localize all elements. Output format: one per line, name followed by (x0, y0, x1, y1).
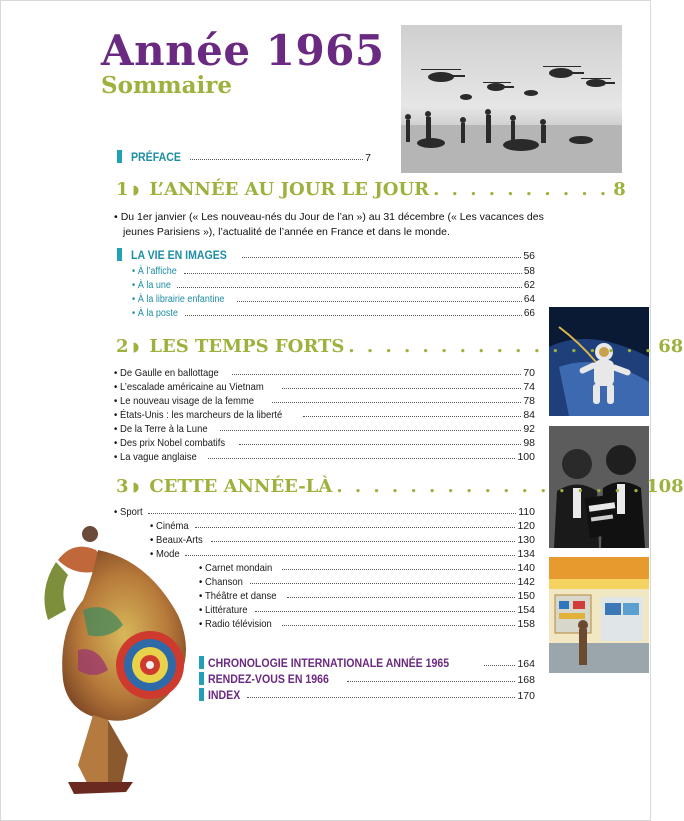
toc-page: 84 (523, 408, 535, 421)
section-dots: . . . . . . . . . . . . . . . . . (348, 336, 655, 357)
leader-dots (185, 315, 522, 316)
toc-row[interactable]: • De Gaulle en ballottage 70 (114, 366, 535, 379)
section-page: 8 (613, 179, 626, 200)
toc-label: Radio télévision (205, 617, 272, 630)
toc-page: 78 (523, 394, 535, 407)
toc-page: 66 (523, 308, 535, 319)
leader-dots (347, 681, 515, 682)
toc-page: 130 (517, 533, 535, 546)
section-2-heading[interactable] (116, 336, 684, 357)
leader-dots (190, 159, 363, 160)
preface-label: PRÉFACE (131, 150, 181, 164)
section-1-intro: • Du 1er janvier (« Les nouveau-nés du Jour de l’an ») au 31 décembre (« Les vacances des jeunes Parisiens »), l’actualité de l’année en France et dans le monde. (114, 211, 544, 238)
leader-dots (208, 458, 516, 459)
index-row[interactable] (208, 688, 535, 701)
section-page: 108 (646, 476, 684, 497)
toc-row[interactable]: • À la poste 66 (132, 308, 535, 319)
closing-page: 170 (517, 689, 535, 702)
section-dots: . . . . . . . . . . (433, 179, 610, 200)
toc-page: 110 (518, 505, 535, 518)
toc-label: Littérature (205, 603, 248, 616)
leader-dots (184, 273, 522, 274)
leader-dots (247, 697, 516, 698)
toc-label: Sport (120, 505, 143, 518)
section-arrow-icon: ◗ (132, 480, 140, 495)
toc-page: 58 (523, 266, 535, 277)
helicopters-photo (401, 25, 622, 173)
vie-en-images-label: LA VIE EN IMAGES (131, 248, 227, 262)
closing-marker (199, 688, 204, 701)
section-dots: . . . . . . . . . . . . . . . . . (336, 476, 643, 497)
leader-dots (177, 287, 522, 288)
section-title: CETTE ANNÉE-LÀ (149, 476, 333, 497)
toc-label: Cinéma (156, 519, 189, 532)
preface-row[interactable] (131, 150, 371, 163)
vie-en-images-row[interactable] (131, 248, 535, 261)
toc-label: De la Terre à la Lune (120, 422, 208, 435)
toc-label: Beaux-Arts (156, 533, 203, 546)
intro-line-2: jeunes Parisiens »), l’actualité de l’année en France et dans le monde. (123, 226, 450, 238)
toc-page: 154 (517, 603, 535, 616)
toc-label: À la poste (137, 308, 178, 319)
toc-row[interactable]: • De la Terre à la Lune 92 (114, 422, 535, 435)
closing-label: CHRONOLOGIE INTERNATIONALE ANNÉE 1965 (208, 656, 450, 670)
chronologie-row[interactable] (208, 656, 535, 669)
leader-dots (242, 257, 521, 258)
leader-dots (237, 301, 522, 302)
leader-dots (282, 388, 521, 389)
leader-dots (148, 513, 516, 514)
leader-dots (282, 625, 516, 626)
leader-dots (239, 444, 521, 445)
toc-page: 64 (523, 294, 535, 305)
toc-label: Le nouveau visage de la femme (120, 394, 254, 407)
toc-row[interactable]: • Le nouveau visage de la femme 78 (114, 394, 535, 407)
toc-row[interactable]: • Sport 110 (114, 505, 535, 518)
leader-dots (250, 583, 516, 584)
toc-row[interactable]: • Chanson 142 (199, 575, 535, 588)
toc-row[interactable]: • Théâtre et danse 150 (199, 589, 535, 602)
leader-dots (195, 527, 516, 528)
closing-page: 168 (517, 673, 535, 686)
toc-label: Chanson (205, 575, 243, 588)
toc-row[interactable]: • États-Unis : les marcheurs de la liberté 84 (114, 408, 535, 421)
section-page: 68 (658, 336, 684, 357)
toc-row[interactable]: • À la librairie enfantine 64 (132, 294, 535, 305)
toc-page: 120 (517, 519, 535, 532)
closing-label: RENDEZ-VOUS EN 1966 (208, 672, 329, 686)
page-subtitle: Sommaire (101, 72, 233, 99)
sculpture-photo (38, 520, 194, 800)
leader-dots (303, 416, 521, 417)
toc-label: États-Unis : les marcheurs de la liberté (120, 408, 283, 421)
toc-row[interactable]: • Beaux-Arts 130 (150, 533, 535, 546)
leader-dots (484, 665, 515, 666)
toc-page: 142 (517, 575, 535, 588)
toc-row[interactable]: • Carnet mondain 140 (199, 561, 535, 574)
section-1-heading[interactable] (116, 179, 626, 200)
toc-label: Des prix Nobel combatifs (120, 436, 226, 449)
toc-label: Carnet mondain (205, 561, 273, 574)
leader-dots (287, 597, 515, 598)
toc-page: 74 (523, 380, 535, 393)
intro-line-1: Du 1er janvier (« Les nouveau-nés du Jour de l’an ») au 31 décembre (« Les vacances des (120, 211, 544, 223)
toc-row[interactable]: • Radio télévision 158 (199, 617, 535, 630)
toc-label: Mode (156, 547, 180, 560)
closing-page: 164 (517, 657, 535, 670)
toc-row[interactable]: • Cinéma 120 (150, 519, 535, 532)
closing-label: INDEX (208, 688, 241, 702)
preface-marker (117, 150, 122, 163)
toc-label: La vague anglaise (120, 450, 197, 463)
section-3-heading[interactable] (116, 476, 684, 497)
toc-label: À l’affiche (137, 266, 177, 277)
toc-row[interactable]: • Mode 134 (150, 547, 535, 560)
leader-dots (232, 374, 521, 375)
toc-page: 150 (517, 589, 535, 602)
storefront-photo (549, 557, 649, 673)
toc-label: L’escalade américaine au Vietnam (120, 380, 264, 393)
vie-en-images-page: 56 (523, 249, 535, 262)
section-number: 3 (116, 476, 129, 497)
leader-dots (272, 402, 522, 403)
toc-page: 158 (517, 617, 535, 630)
toc-label: De Gaulle en ballottage (120, 366, 219, 379)
section-number: 2 (116, 336, 129, 357)
toc-label: À la une (137, 280, 171, 291)
section-arrow-icon: ◗ (132, 340, 140, 355)
toc-page: 62 (523, 280, 535, 291)
leader-dots (220, 430, 521, 431)
toc-row[interactable]: • Des prix Nobel combatifs 98 (114, 436, 535, 449)
toc-page: 134 (517, 547, 535, 560)
leader-dots (185, 555, 516, 556)
section-number: 1 (116, 179, 129, 200)
toc-row[interactable]: • Littérature 154 (199, 603, 535, 616)
toc-page: 100 (517, 450, 535, 463)
toc-row[interactable]: • À la une 62 (132, 280, 535, 291)
toc-label: Théâtre et danse (205, 589, 277, 602)
toc-page: 98 (523, 436, 535, 449)
vie-images-marker (117, 248, 122, 261)
toc-page: 92 (523, 422, 535, 435)
section-title: L’ANNÉE AU JOUR LE JOUR (149, 179, 430, 200)
preface-page: 7 (365, 151, 371, 164)
toc-page: 70 (523, 366, 535, 379)
closing-marker (199, 672, 204, 685)
page-title: Année 1965 (101, 26, 385, 75)
toc-row[interactable]: • À l’affiche 58 (132, 266, 535, 277)
leader-dots (282, 569, 515, 570)
section-arrow-icon: ◗ (132, 183, 140, 198)
rendez-vous-row[interactable] (208, 672, 535, 685)
toc-row[interactable]: • La vague anglaise 100 (114, 450, 535, 463)
leader-dots (211, 541, 516, 542)
toc-row[interactable]: • L’escalade américaine au Vietnam 74 (114, 380, 535, 393)
spacewalk-photo (549, 307, 649, 416)
section-title: LES TEMPS FORTS (149, 336, 345, 357)
toc-page: 140 (517, 561, 535, 574)
closing-marker (199, 656, 204, 669)
toc-label: À la librairie enfantine (137, 294, 225, 305)
leader-dots (255, 611, 516, 612)
